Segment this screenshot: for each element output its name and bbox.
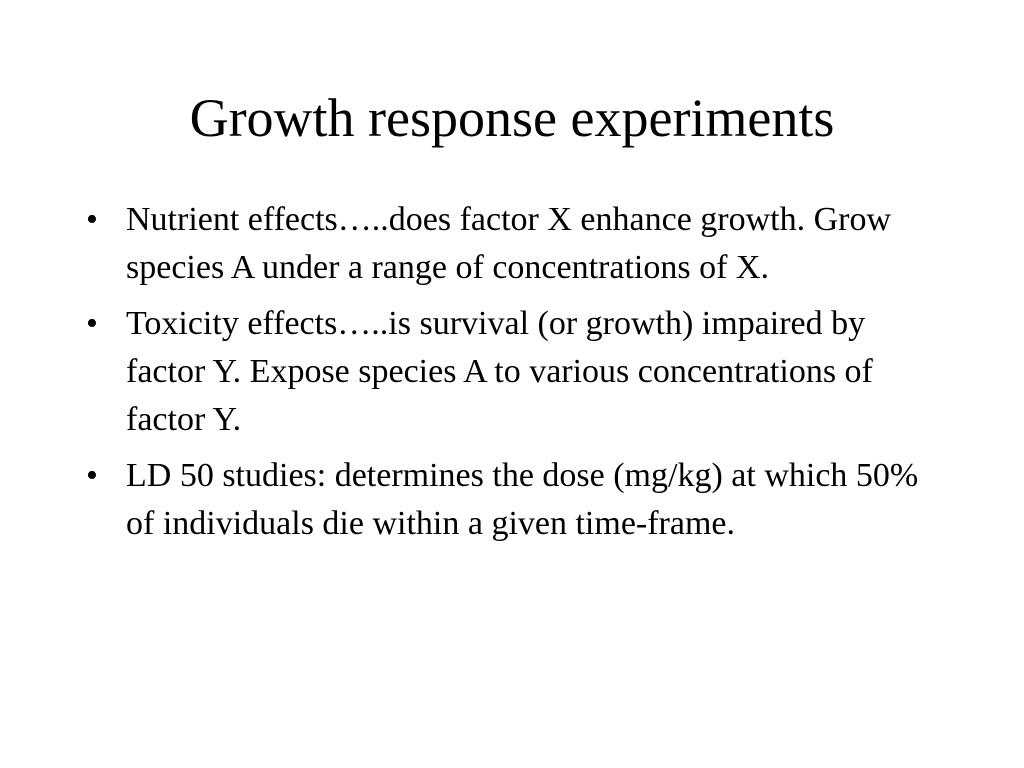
bullet-item-toxicity-effects xyxy=(84,300,944,444)
bullet-marker: • xyxy=(86,457,98,494)
bullet-text: Toxicity effects…..is survival (or growth) impaired by factor Y. Expose species A to various concentrations of factor Y. xyxy=(126,305,873,438)
bullet-item-nutrient-effects xyxy=(84,196,944,292)
bullet-text: LD 50 studies: determines the dose (mg/kg) at which 50% of individuals die within a given time-frame. xyxy=(126,457,919,542)
bullet-marker: • xyxy=(86,305,98,342)
bullet-list xyxy=(84,196,944,556)
bullet-item-ld50-studies xyxy=(84,452,944,548)
bullet-marker: • xyxy=(86,201,98,238)
slide-title: Growth response experiments xyxy=(189,88,835,148)
bullet-text: Nutrient effects…..does factor X enhance growth. Grow species A under a range of concentrations of X. xyxy=(126,201,892,286)
